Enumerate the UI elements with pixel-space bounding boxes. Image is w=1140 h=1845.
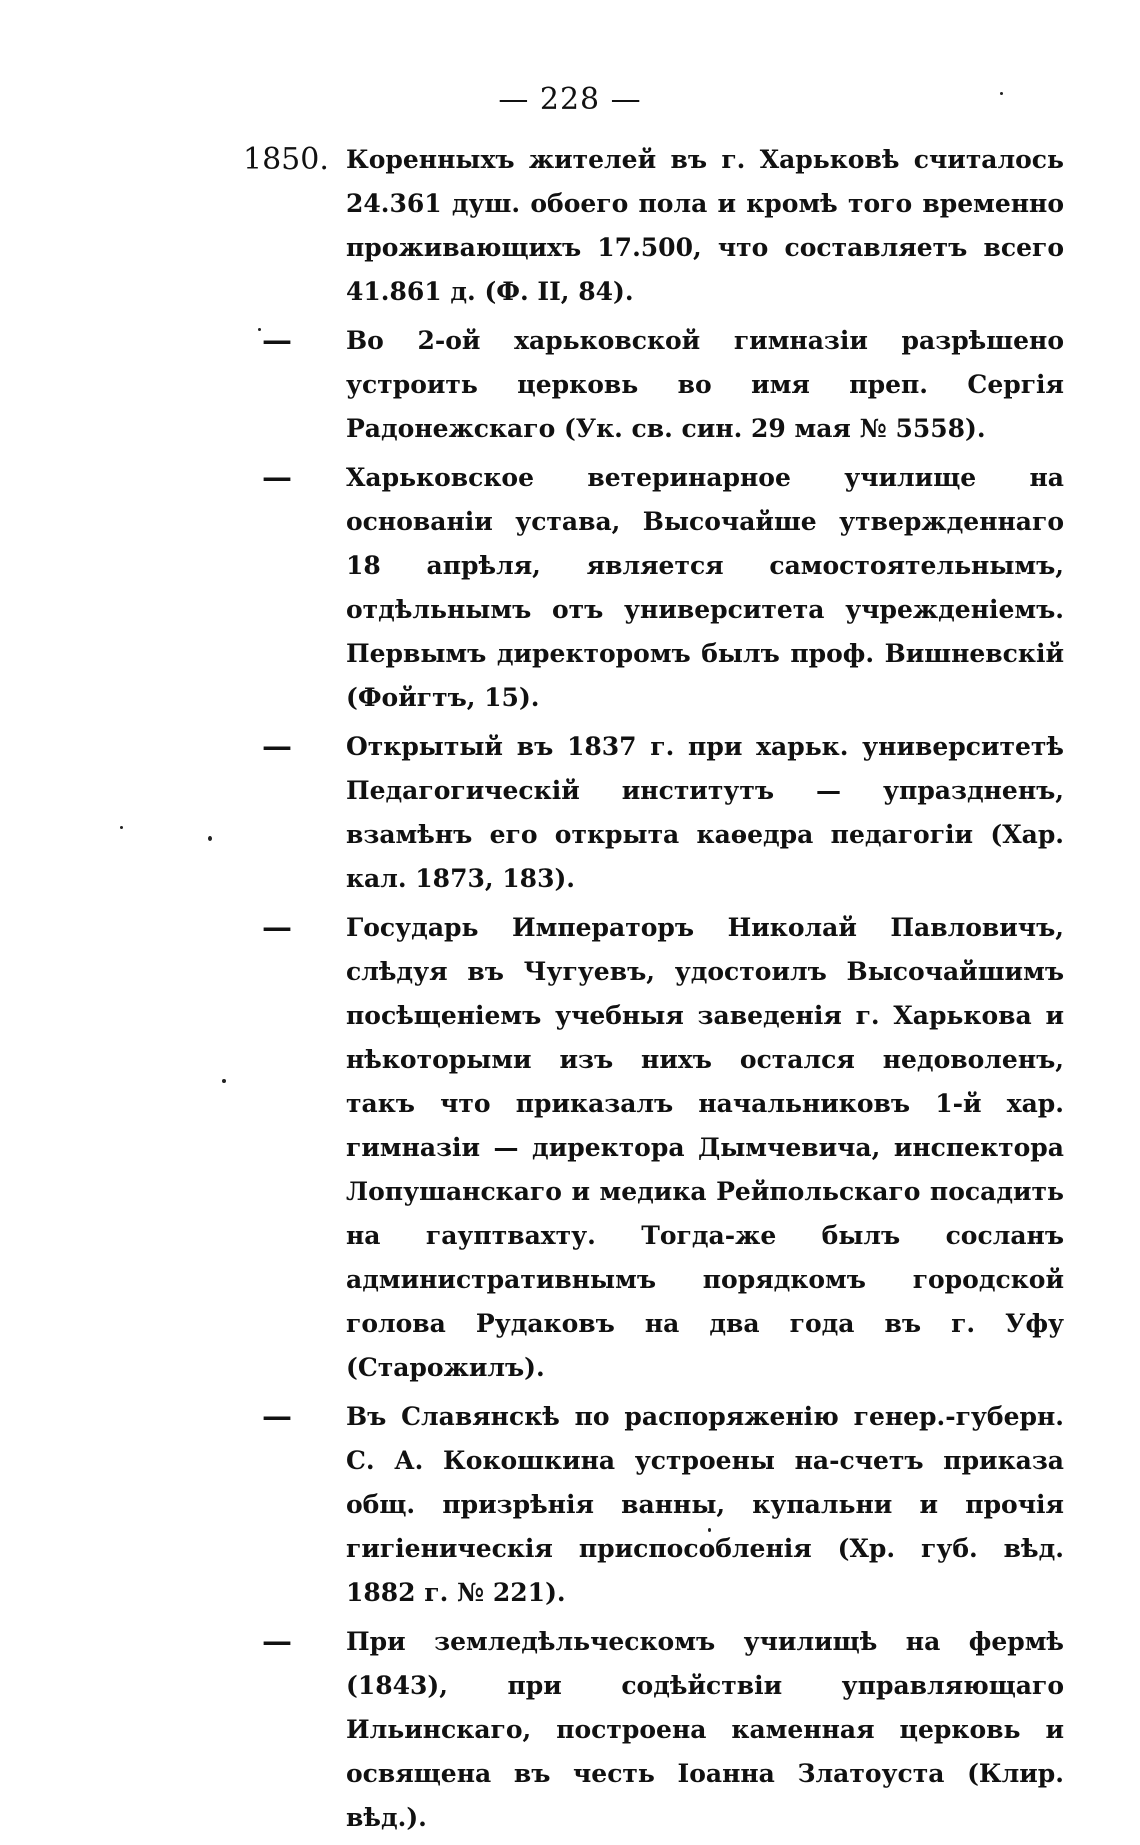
entry-year-marker: 1850.: [243, 142, 329, 177]
entry-text: Харьковское ветеринарное училище на основаніи устава, Высочайше утвержденнаго 18 апрѣля, является самостоятельнымъ, отдѣльнымъ отъ университета учрежденіемъ. Первымъ директоромъ былъ проф. Вишневскій (Фойгтъ, 15).: [346, 463, 1064, 712]
entry-emperor-visit: [0, 906, 1140, 1390]
entry-slavyansk-baths: [0, 1395, 1140, 1615]
scan-speck: [1000, 92, 1003, 95]
scan-speck: [120, 826, 123, 829]
page-number: — 228 —: [498, 82, 642, 117]
entry-text: Во 2-ой харьковской гимназіи разрѣшено устроить церковь во имя преп. Сергія Радонежскаго (Ук. св. син. 29 мая № 5558).: [346, 326, 1064, 443]
entry-dash-marker: —: [262, 460, 292, 495]
entry-text: Открытый въ 1837 г. при харьк. университетѣ Педагогическій институтъ — упраздненъ, взамѣнъ его открыта каѳедра педагогіи (Хар. кал. 1873, 183).: [346, 732, 1064, 893]
entry-veterinary-school: [0, 456, 1140, 720]
entry-dash-marker: —: [262, 729, 292, 764]
scan-speck: [222, 1079, 226, 1083]
entry-pedagogical-institute: [0, 725, 1140, 901]
entry-1850-population: [0, 138, 1140, 314]
chronicle-entries: [0, 138, 1140, 1845]
scan-speck: [258, 328, 261, 331]
entry-text: При земледѣльческомъ училищѣ на фермѣ (1843), при содѣйствіи управляющаго Ильинскаго, построена каменная церковь и освящена въ честь Іоанна Златоуста (Клир. вѣд.).: [346, 1627, 1064, 1832]
scan-speck: [208, 836, 212, 841]
entry-text: Въ Славянскѣ по распоряженію генер.-губерн. С. А. Кокошкина устроены на-счетъ приказа общ. призрѣнія ванны, купальни и прочія гигіеническія приспособленія (Хр. губ. вѣд. 1882 г. № 221).: [346, 1402, 1064, 1607]
entry-dash-marker: —: [262, 1399, 292, 1434]
entry-dash-marker: —: [262, 910, 292, 945]
entry-text: Коренныхъ жителей въ г. Харьковѣ считалось 24.361 душ. обоего пола и кромѣ того временно проживающихъ 17.500, что составляетъ всего 41.861 д. (Ф. II, 84).: [346, 145, 1064, 306]
entry-text: Государь Императоръ Николай Павловичъ, слѣдуя въ Чугуевъ, удостоилъ Высочайшимъ посѣщеніемъ учебныя заведенія г. Харькова и нѣкоторыми изъ нихъ остался недоволенъ, такъ что приказалъ начальниковъ 1-й хар. гимназіи — директора Дымчевича, инспектора Лопушанскаго и медика Рейпольскаго посадить на гауптвахту. Тогда-же былъ сосланъ административнымъ порядкомъ городской голова Рудаковъ на два года въ г. Уфу (Старожилъ).: [346, 913, 1064, 1382]
entry-agricultural-school-church: [0, 1620, 1140, 1840]
entry-gymnasium-church: [0, 319, 1140, 451]
entry-dash-marker: —: [262, 323, 292, 358]
scan-speck: [708, 1528, 711, 1532]
entry-dash-marker: —: [262, 1624, 292, 1659]
